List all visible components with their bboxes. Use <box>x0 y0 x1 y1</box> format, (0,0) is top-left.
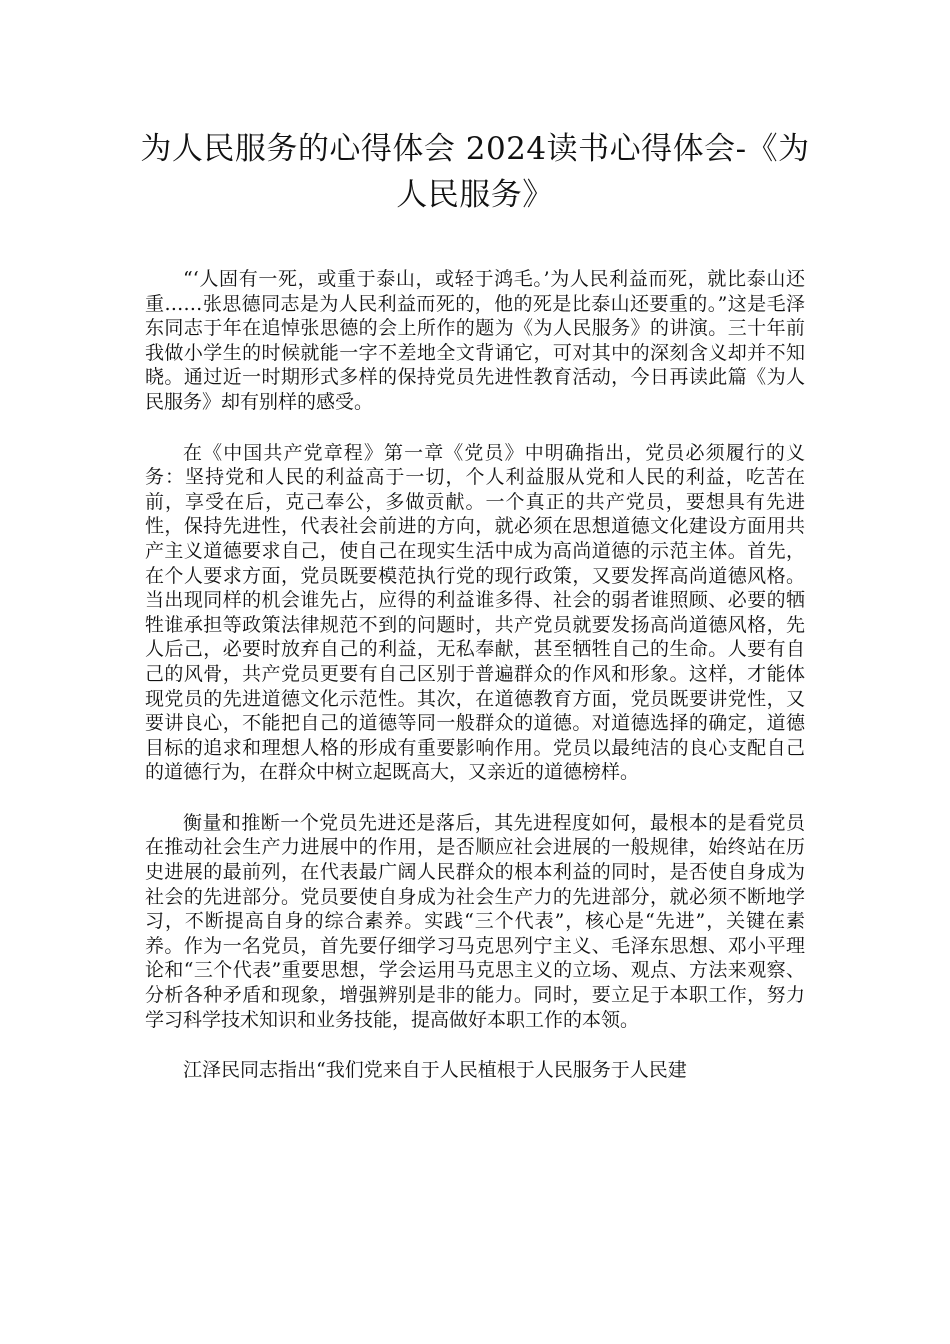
document-body <box>145 267 805 1109</box>
paragraph-2: 在《中国共产党章程》第一章《党员》中明确指出，党员必须履行的义务：坚持党和人民的利益高于一切，个人利益服从党和人民的利益，吃苦在前，享受在后，克己奉公，多做贡献。一个真正的共产党员，要想具有先进性，保持先进性，代表社会前进的方向，就必须在思想道德文化建设方面用共产主义道德要求自己，使自己在现实生活中成为高尚道德的示范主体。首先，在个人要求方面，党员既要模范执行党的现行政策，又要发挥高尚道德风格。当出现同样的机会谁先占，应得的利益谁多得、社会的弱者谁照顾、必要的牺牲谁承担等政策法律规范不到的问题时，共产党员就要发扬高尚道德风格，先人后己，必要时放弃自己的利益，无私奉献，甚至牺牲自己的生命。人要有自己的风骨，共产党员更要有自己区别于普遍群众的作风和形象。这样，才能体现党员的先进道德文化示范性。其次，在道德教育方面，党员既要讲党性，又要讲良心，不能把自己的道德等同一般群众的道德。对道德选择的确定，道德目标的追求和理想人格的形成有重要影响作用。党员以最纯洁的良心支配自己的道德行为，在群众中树立起既高大，又亲近的道德榜样。 <box>145 441 805 784</box>
paragraph-4: 江泽民同志指出“我们党来自于人民植根于人民服务于人民建 <box>183 1059 687 1082</box>
paragraph-1: “‘人固有一死，或重于泰山，或轻于鸿毛。’为人民利益而死，就比泰山还重……张思德同志是为人民利益而死的，他的死是比泰山还要重的。”这是毛泽东同志于年在追悼张思德的会上所作的题为《为人民服务》的讲演。三十年前我做小学生的时候就能一字不差地全文背诵它，可对其中的深刻含义却并不知晓。通过近一时期形式多样的保持党员先进性教育活动，今日再读此篇《为人民服务》却有别样的感受。 <box>145 268 805 413</box>
paragraph-3: 衡量和推断一个党员先进还是落后，其先进程度如何，最根本的是看党员在推动社会生产力进展中的作用，是否顺应社会进展的一般规律，始终站在历史进展的最前列，在代表最广阔人民群众的根本利益的同时，是否使自身成为社会的先进部分。党员要使自身成为社会生产力的先进部分，就必须不断地学习，不断提高自身的综合素养。实践“三个代表”，核心是“先进”，关键在素养。作为一名党员，首先要仔细学习马克思列宁主义、毛泽东思想、邓小平理论和“三个代表”重要思想，学会运用马克思主义的立场、观点、方法来观察、分析各种矛盾和现象，增强辨别是非的能力。同时，要立足于本职工作，努力学习科学技术知识和业务技能，提高做好本职工作的本领。 <box>145 811 805 1031</box>
document-title: 为人民服务的心得体会 2024读书心得体会-《为人民服务》 <box>140 131 810 213</box>
